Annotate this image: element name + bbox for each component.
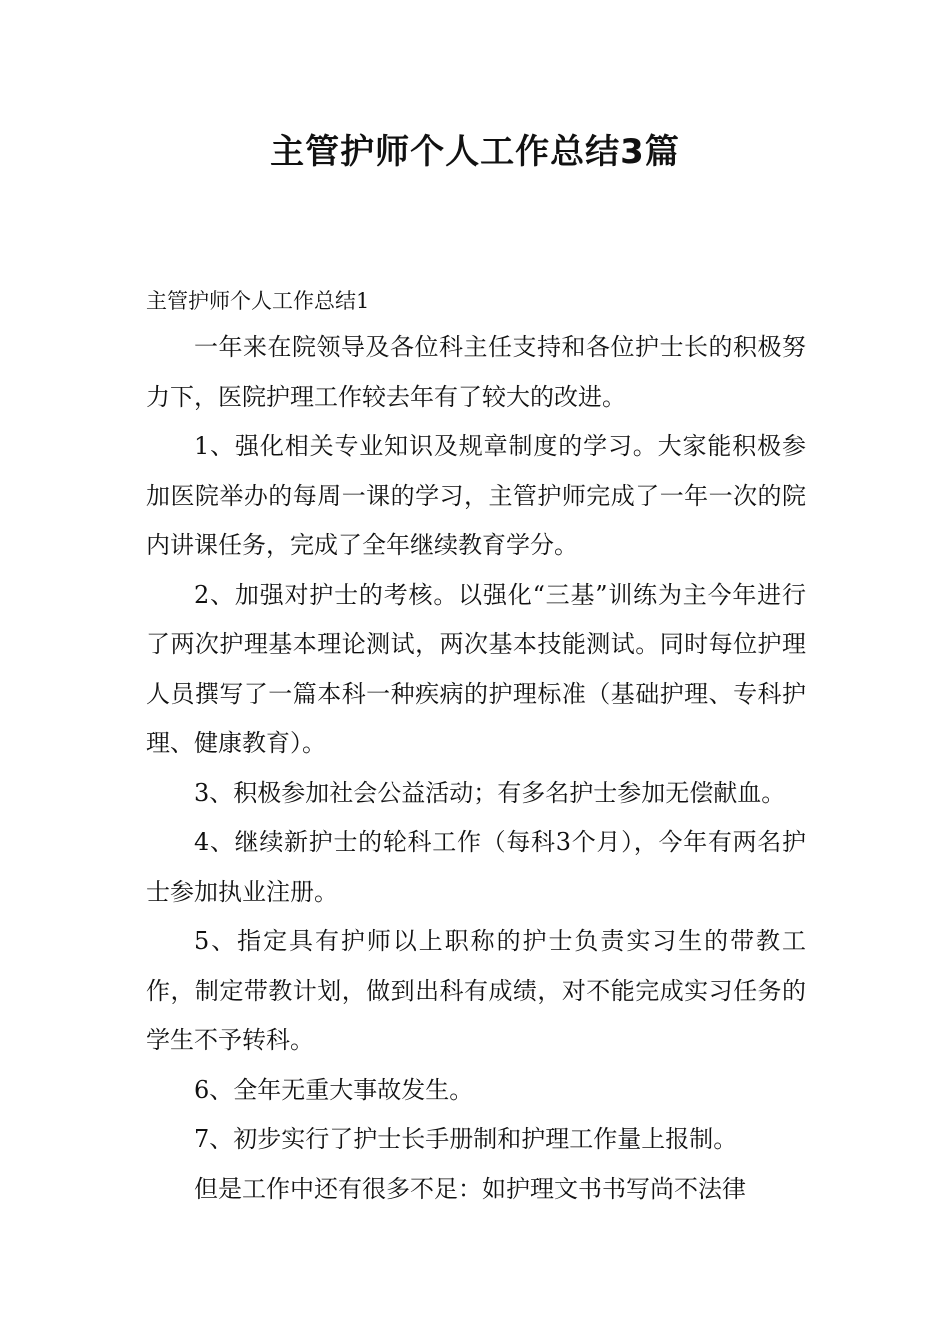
section-heading: 主管护师个人工作总结1 (146, 289, 370, 313)
document-title: 主管护师个人工作总结3篇 (270, 132, 680, 172)
paragraph-item-2: 2、加强对护士的考核。以强化“三基”训练为主今年进行了两次护理基本理论测试，两次基本技能测试。同时每位护理人员撰写了一篇本科一种疾病的护理标准（基础护理、专科护理、健康教育）。 (146, 580, 806, 757)
paragraph-intro: 一年来在院领导及各位科主任支持和各位护士长的积极努力下，医院护理工作较去年有了较大的改进。 (146, 333, 806, 411)
paragraph-item-6: 6、全年无重大事故发生。 (194, 1075, 474, 1104)
paragraph-item-5: 5、指定具有护师以上职称的护士负责实习生的带教工作，制定带教计划，做到出科有成绩，对不能完成实习任务的学生不予转科。 (146, 927, 806, 1054)
paragraph-item-1: 1、强化相关专业知识及规章制度的学习。大家能积极参加医院举办的每周一课的学习，主管护师完成了一年一次的院内讲课任务，完成了全年继续教育学分。 (146, 432, 806, 559)
paragraph-item-7: 7、初步实行了护士长手册制和护理工作量上报制。 (194, 1125, 738, 1153)
paragraph-shortcomings: 但是工作中还有很多不足：如护理文书书写尚不法律 (194, 1174, 746, 1203)
paragraph-item-4: 4、继续新护士的轮科工作（每科3个月），今年有两名护士参加执业注册。 (146, 828, 806, 906)
document-body (146, 279, 806, 1214)
paragraph-item-3: 3、积极参加社会公益活动；有多名护士参加无偿献血。 (194, 778, 786, 807)
